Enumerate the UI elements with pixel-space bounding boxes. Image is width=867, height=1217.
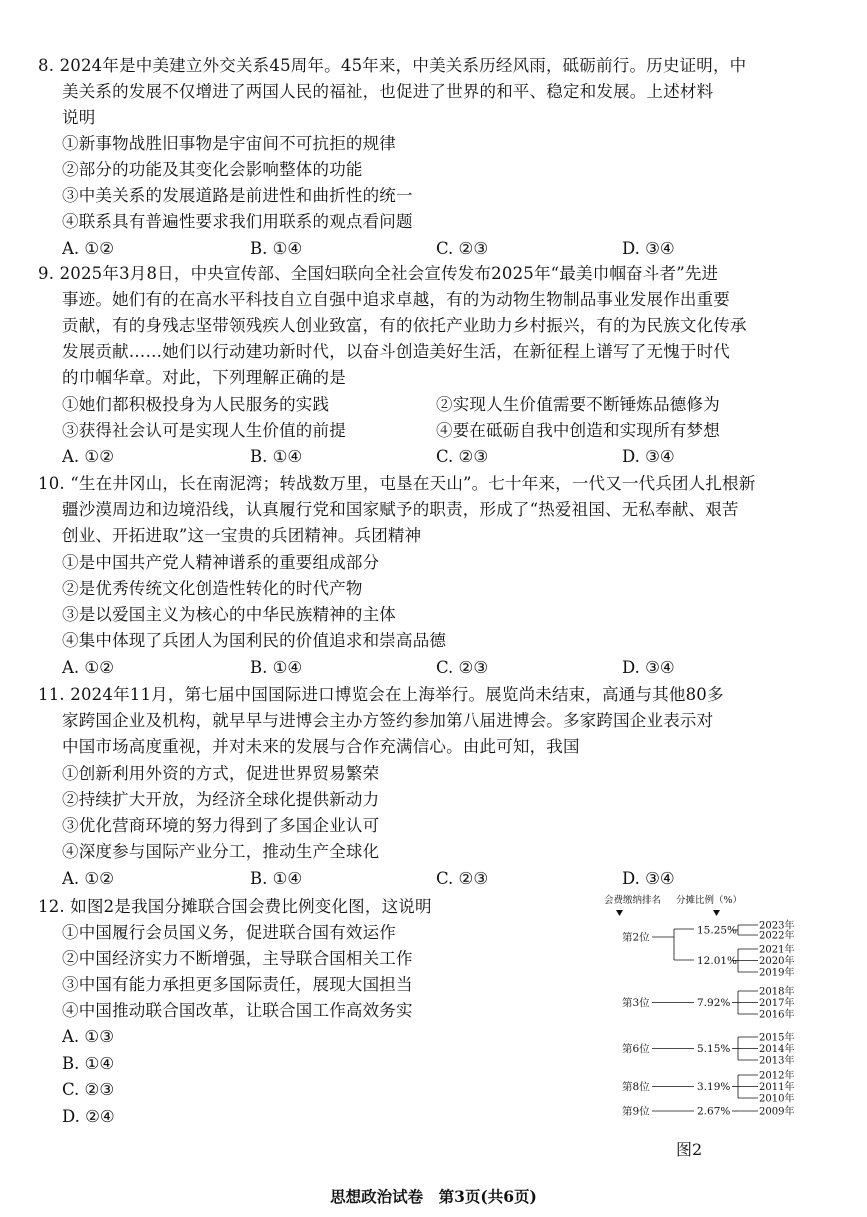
q8-option-a[interactable]: A. ①② [62,239,114,258]
fig-rank-label: 第9位 [622,1105,650,1118]
un-dues-figure [600,893,810,1133]
q12-statement: ③中国有能力承担更多国际责任，展现大国担当 [62,975,413,994]
fig-ratio-label: 2.67% [697,1105,731,1118]
q9-stem-line: 9. 2025年3月8日，中央宣传部、全国妇联向全社会宣传发布2025年“最美巾帼奋斗者”先进 [38,264,719,283]
q10-statement: ③是以爱国主义为核心的中华民族精神的主体 [62,605,396,624]
q9-stem-line: 发展贡献……她们以行动建功新时代，以奋斗创造美好生活，在新征程上谱写了无愧于时代 [62,342,730,361]
q8-statement: ②部分的功能及其变化会影响整体的功能 [62,160,363,179]
q9-statement: ①她们都积极投身为人民服务的实践 [62,395,330,414]
q11-option-a[interactable]: A. ①② [62,869,114,888]
figure-caption: 图2 [676,1140,703,1159]
fig-year-label: 2018年 [759,986,795,998]
q12-statement: ②中国经济实力不断增强，主导联合国相关工作 [62,949,413,968]
q11-statement: ①创新利用外资的方式，促进世界贸易繁荣 [62,764,380,783]
q12-stem-line: 12. 如图2是我国分摊联合国会费比例变化图，这说明 [38,897,432,916]
q10-option-d[interactable]: D. ③④ [622,658,675,677]
fig-rank-label: 第2位 [622,931,650,944]
q9-stem-line: 贡献，有的身残志坚带领残疾人创业致富，有的依托产业助力乡村振兴，有的为民族文化传承 [62,316,747,335]
q9-option-c[interactable]: C. ②③ [436,447,489,466]
q10-statement: ④集中体现了兵团人为国利民的价值追求和崇高品德 [62,631,447,650]
fig-year-label: 2023年 [759,920,795,932]
fig-ratio-label: 7.92% [697,997,731,1009]
q8-option-b[interactable]: B. ①④ [250,239,303,258]
fig-year-label: 2017年 [759,998,795,1009]
q9-option-d[interactable]: D. ③④ [622,447,675,466]
fig-year-label: 2016年 [759,1009,795,1021]
fig-rank-label: 第3位 [622,997,650,1009]
q10-option-a[interactable]: A. ①② [62,658,114,677]
fig-ratio-label: 15.25% [697,924,738,937]
q10-stem-line: 创业、开拓进取”这一宝贵的兵团精神。兵团精神 [62,526,422,545]
q8-stem-line: 8. 2024年是中美建立外交关系45周年。45年来，中美关系历经风雨，砥砺前行。历史证明，中 [38,56,747,75]
q10-stem-line: 疆沙漠周边和边境沿线，认真履行党和国家赋予的职责，形成了“热爱祖国、无私奉献、艰苦 [62,500,739,519]
q12-option-b[interactable]: B. ①④ [62,1054,115,1073]
q12-statement: ④中国推动联合国改革，让联合国工作高效务实 [62,1001,413,1020]
q9-statement: ④要在砥砺自我中创造和实现所有梦想 [436,421,720,440]
q11-option-d[interactable]: D. ③④ [622,869,675,888]
fig-year-label: 2013年 [759,1055,795,1067]
q11-option-c[interactable]: C. ②③ [436,869,489,888]
fig-rank-label: 第8位 [622,1081,650,1093]
q12-option-a[interactable]: A. ①③ [62,1027,114,1046]
q11-stem-line: 家跨国企业及机构，就早早与进博会主办方签约参加第八届进博会。多家跨国企业表示对 [62,711,714,730]
fig-rows [622,919,794,1118]
fig-year-label: 2022年 [759,930,795,942]
fig-year-label: 2010年 [759,1093,795,1105]
fig-year-label: 2015年 [759,1032,795,1044]
q9-option-b[interactable]: B. ①④ [250,447,303,466]
q10-statement: ①是中国共产党人精神谱系的重要组成部分 [62,553,380,572]
q9-stem-line: 事迹。她们有的在高水平科技自立自强中追求卓越，有的为动物生物制品事业发展作出重要 [62,290,730,309]
ratio-arrow-icon [713,910,720,916]
q8-statement: ③中美关系的发展道路是前进性和曲折性的统一 [62,186,413,205]
q11-stem-line: 11. 2024年11月，第七届中国国际进口博览会在上海举行。展览尚未结束，高通与其他80多 [38,685,724,704]
q10-statement: ②是优秀传统文化创造性转化的时代产物 [62,579,363,598]
fig-year-label: 2021年 [759,944,795,956]
fig-ratio-label: 3.19% [697,1081,731,1093]
fig-header-rank: 会费缴纳排名 [604,895,662,906]
fig-rank-label: 第6位 [622,1043,650,1055]
q9-option-a[interactable]: A. ①② [62,447,114,466]
q11-statement: ③优化营商环境的努力得到了多国企业认可 [62,816,380,835]
q9-stem-line: 的巾帼华章。对此，下列理解正确的是 [62,368,346,387]
q8-stem-line: 美关系的发展不仅增进了两国人民的福祉，也促进了世界的和平、稳定和发展。上述材料 [62,82,714,101]
q10-stem-line: 10. “生在井冈山，长在南泥湾；转战数万里，屯垦在天山”。七十年来，一代又一代兵团人扎根新 [38,474,756,493]
q12-option-c[interactable]: C. ②③ [62,1080,115,1099]
fig-ratio-label: 12.01% [697,955,738,967]
page-footer: 思想政治试卷 第3页(共6页) [330,1187,537,1206]
fig-year-label: 2014年 [759,1044,795,1055]
q8-option-c[interactable]: C. ②③ [436,239,489,258]
fig-year-label: 2020年 [759,956,795,967]
q11-stem-line: 中国市场高度重视，并对未来的发展与合作充满信心。由此可知，我国 [62,737,580,756]
q11-statement: ②持续扩大开放，为经济全球化提供新动力 [62,790,380,809]
q8-statement: ①新事物战胜旧事物是宇宙间不可抗拒的规律 [62,134,396,153]
q9-statement: ②实现人生价值需要不断锤炼品德修为 [436,395,720,414]
q11-option-b[interactable]: B. ①④ [250,869,303,888]
fig-year-label: 2019年 [759,967,795,979]
q8-statement: ④联系具有普遍性要求我们用联系的观点看问题 [62,212,413,231]
q11-statement: ④深度参与国际产业分工，推动生产全球化 [62,842,380,861]
q12-statement: ①中国履行会员国义务，促进联合国有效运作 [62,923,396,942]
rank-arrow-icon [616,910,623,916]
fig-year-label: 2012年 [759,1070,795,1082]
fig-header-ratio: 分摊比例（%） [676,895,743,906]
fig-year-label: 2011年 [759,1082,795,1093]
q8-stem-line: 说明 [62,108,96,127]
q10-option-c[interactable]: C. ②③ [436,658,489,677]
q10-option-b[interactable]: B. ①④ [250,658,303,677]
fig-year-label: 2009年 [759,1106,795,1118]
q12-option-d[interactable]: D. ②④ [62,1107,115,1126]
q9-statement: ③获得社会认可是实现人生价值的前提 [62,421,346,440]
fig-ratio-label: 5.15% [697,1043,731,1055]
q8-option-d[interactable]: D. ③④ [622,239,675,258]
